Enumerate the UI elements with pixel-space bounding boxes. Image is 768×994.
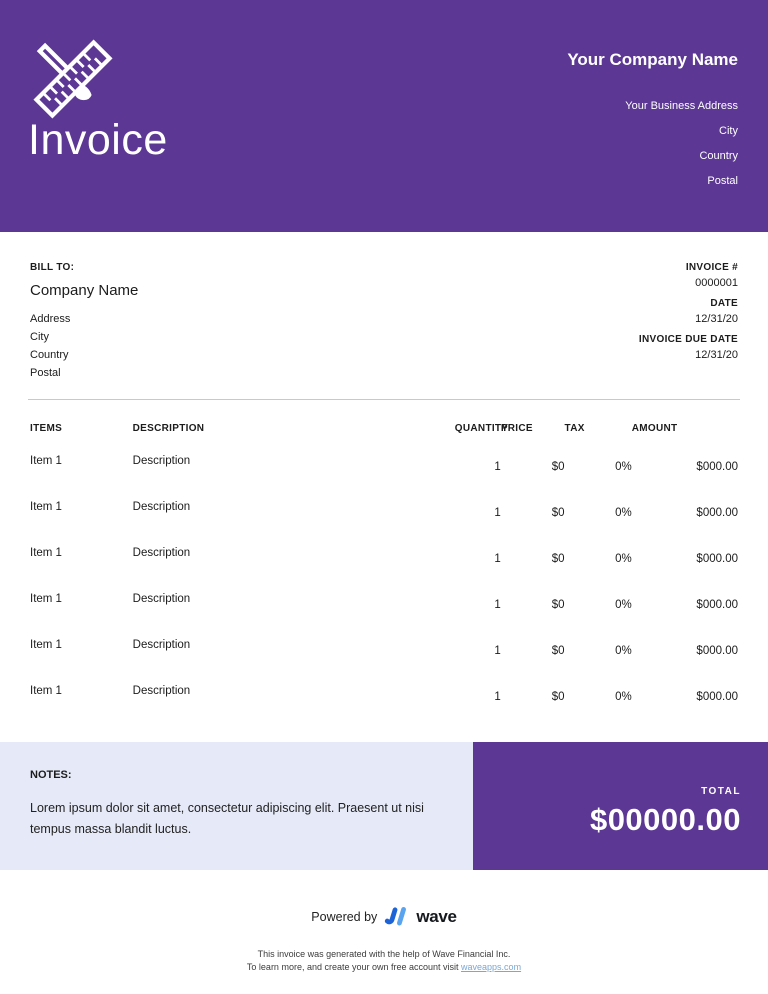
fineprint [0,948,768,974]
item-name-cell: Item 1 [30,593,62,605]
item-tax-cell: 0% [615,690,632,703]
item-amount-cell: $000.00 [696,644,738,657]
column-header-quantity: QUANTITY [454,423,509,434]
item-quantity-cell: 1 [494,552,501,565]
waveapps-link[interactable]: waveapps.com [461,962,522,972]
bill-to-address-line: Address [30,313,71,325]
company-address-line: Country [699,150,738,162]
item-price-cell: $0 [551,598,565,611]
billing-section [0,232,768,382]
item-tax-cell: 0% [615,552,632,565]
item-description-cell: Description [132,639,191,651]
item-amount-cell: $000.00 [696,690,738,703]
item-tax-cell: 0% [615,460,632,473]
header-band [0,0,768,232]
item-tax-cell: 0% [615,598,632,611]
item-name-cell: Item 1 [30,639,62,651]
item-description-cell: Description [132,685,191,697]
total-label: TOTAL [701,786,741,797]
invoice-due-date: 12/31/20 [695,349,738,361]
bill-to-address-line: Postal [30,367,61,379]
table-row [30,622,738,668]
item-quantity-cell: 1 [494,460,501,473]
ruler-paintbrush-icon [26,32,120,126]
bill-to-address [30,310,138,382]
invoice-number: 0000001 [695,277,738,289]
invoice-number-label: INVOICE # [685,262,738,273]
date-label: DATE [710,298,738,309]
company-address [567,94,738,194]
column-header-amount: AMOUNT [631,423,678,434]
item-amount-cell: $000.00 [696,552,738,565]
item-description-cell: Description [132,593,191,605]
item-tax-cell: 0% [615,644,632,657]
company-address-line: Postal [707,175,738,187]
item-amount-cell: $000.00 [696,506,738,519]
due-date-label: INVOICE DUE DATE [638,334,738,345]
powered-by-row [311,906,456,927]
column-header-description: DESCRIPTION [132,423,205,434]
item-price-cell: $0 [551,644,565,657]
column-header-tax: TAX [564,423,585,434]
table-row [30,438,738,484]
column-header-price: PRICE [500,423,533,434]
notes-panel [0,742,473,870]
column-header-items: ITEMS [30,423,63,434]
bill-to-address-line: City [30,331,49,343]
table-row [30,530,738,576]
company-address-line: Your Business Address [625,100,738,112]
item-description-cell: Description [132,547,191,559]
item-quantity-cell: 1 [494,690,501,703]
footer [0,906,768,974]
item-amount-cell: $000.00 [696,460,738,473]
item-quantity-cell: 1 [494,644,501,657]
item-description-cell: Description [132,501,191,513]
table-row [30,484,738,530]
item-price-cell: $0 [551,690,565,703]
wave-wordmark: wave [416,906,457,926]
item-name-cell: Item 1 [30,501,62,513]
company-block [567,50,738,194]
notes-text: Lorem ipsum dolor sit amet, consectetur adipiscing elit. Praesent ut nisi tempus massa blandit luctus. [30,801,424,836]
item-quantity-cell: 1 [494,506,501,519]
company-address-line: City [719,125,738,137]
fineprint-line1: This invoice was generated with the help of Wave Financial Inc. [257,949,511,959]
item-price-cell: $0 [551,552,565,565]
total-amount: $00000.00 [589,802,741,837]
summary-band [0,742,768,870]
item-price-cell: $0 [551,460,565,473]
company-name: Your Company Name [567,50,738,69]
fineprint-line2 [0,961,768,974]
item-price-cell: $0 [551,506,565,519]
bill-to-block [30,262,138,382]
item-quantity-cell: 1 [494,598,501,611]
page-title: Invoice [28,116,168,164]
table-header-row [30,400,738,438]
invoice-meta-block [639,262,738,382]
item-name-cell: Item 1 [30,685,62,697]
fineprint-line2-text: To learn more, and create your own free account visit [246,962,462,972]
bill-to-label: BILL TO: [30,262,75,273]
total-panel [473,742,768,870]
table-row [30,576,738,622]
item-tax-cell: 0% [615,506,632,519]
table-row [30,668,738,714]
wave-logo-icon [384,906,409,927]
item-description-cell: Description [132,455,191,467]
bill-to-address-line: Country [30,349,69,361]
item-name-cell: Item 1 [30,455,62,467]
item-amount-cell: $000.00 [696,598,738,611]
items-table [30,400,738,714]
powered-by-text: Powered by [311,909,378,924]
bill-to-company-name: Company Name [30,282,139,299]
notes-label: NOTES: [30,769,72,781]
item-name-cell: Item 1 [30,547,62,559]
invoice-date: 12/31/20 [695,313,738,325]
